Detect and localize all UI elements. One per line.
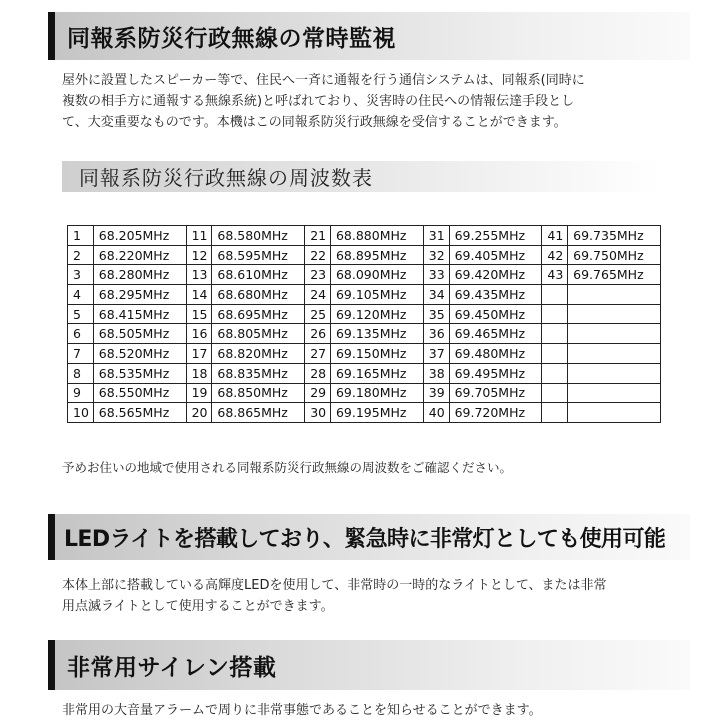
frequency-cell: 69.435MHz	[449, 285, 542, 305]
channel-number-cell: 25	[305, 304, 331, 324]
channel-number-cell	[542, 403, 568, 423]
frequency-cell: 68.520MHz	[93, 344, 186, 364]
channel-number-cell: 21	[305, 226, 331, 246]
description-line: 用点滅ライトとして使用することができます。	[62, 599, 334, 614]
table-row	[68, 245, 661, 265]
frequency-cell: 69.255MHz	[449, 226, 542, 246]
table-row	[68, 363, 661, 383]
channel-number-cell: 36	[423, 324, 449, 344]
section-title-led-light: LEDライトを搭載しており、緊急時に非常灯としても使用可能	[64, 526, 666, 552]
frequency-cell: 68.280MHz	[93, 265, 186, 285]
channel-number-cell: 31	[423, 226, 449, 246]
frequency-table	[67, 225, 661, 423]
table-row	[68, 344, 661, 364]
channel-number-cell: 3	[68, 265, 94, 285]
channel-number-cell: 34	[423, 285, 449, 305]
frequency-cell: 69.405MHz	[449, 245, 542, 265]
channel-number-cell: 30	[305, 403, 331, 423]
table-row	[68, 304, 661, 324]
channel-number-cell: 39	[423, 383, 449, 403]
channel-number-cell: 9	[68, 383, 94, 403]
frequency-cell: 68.595MHz	[212, 245, 305, 265]
frequency-cell: 68.680MHz	[212, 285, 305, 305]
frequency-cell: 68.295MHz	[93, 285, 186, 305]
table-row	[68, 383, 661, 403]
frequency-cell: 68.695MHz	[212, 304, 305, 324]
channel-number-cell: 2	[68, 245, 94, 265]
description-line: 複数の相手方に通報する無線系統)と呼ばれており、災害時の住民への情報伝達手段とし	[62, 94, 575, 109]
channel-number-cell	[542, 324, 568, 344]
table-row	[68, 265, 661, 285]
led-light-description	[62, 575, 702, 617]
description-line: 本体上部に搭載している高輝度LEDを使用して、非常時の一時的なライトとして、または非常	[62, 578, 607, 593]
frequency-cell: 68.220MHz	[93, 245, 186, 265]
frequency-cell: 68.415MHz	[93, 304, 186, 324]
frequency-cell: 68.550MHz	[93, 383, 186, 403]
description-line: 非常用の大音量アラームで周りに非常事態であることを知らせることができます。	[62, 703, 542, 718]
channel-number-cell	[542, 383, 568, 403]
channel-number-cell: 11	[186, 226, 212, 246]
channel-number-cell: 4	[68, 285, 94, 305]
description-line: 屋外に設置したスピーカー等で、住民へ一斉に通報を行う通信システムは、同報系(同時に	[62, 73, 585, 88]
frequency-cell: 69.165MHz	[330, 363, 423, 383]
frequency-cell: 69.480MHz	[449, 344, 542, 364]
frequency-table-header	[62, 161, 660, 192]
channel-number-cell: 28	[305, 363, 331, 383]
channel-number-cell	[542, 304, 568, 324]
frequency-cell: 69.765MHz	[568, 265, 661, 285]
channel-number-cell: 26	[305, 324, 331, 344]
table-row	[68, 403, 661, 423]
channel-number-cell: 18	[186, 363, 212, 383]
frequency-cell	[568, 304, 661, 324]
frequency-cell: 68.820MHz	[212, 344, 305, 364]
channel-number-cell: 15	[186, 304, 212, 324]
channel-number-cell: 38	[423, 363, 449, 383]
frequency-cell: 69.120MHz	[330, 304, 423, 324]
frequency-cell	[568, 383, 661, 403]
frequency-cell	[568, 363, 661, 383]
channel-number-cell: 1	[68, 226, 94, 246]
channel-number-cell: 24	[305, 285, 331, 305]
channel-number-cell: 16	[186, 324, 212, 344]
section-title-monitoring: 同報系防災行政無線の常時監視	[67, 25, 396, 52]
frequency-cell: 68.580MHz	[212, 226, 305, 246]
frequency-cell: 69.180MHz	[330, 383, 423, 403]
frequency-cell: 68.090MHz	[330, 265, 423, 285]
channel-number-cell: 37	[423, 344, 449, 364]
frequency-cell: 68.205MHz	[93, 226, 186, 246]
frequency-cell: 69.450MHz	[449, 304, 542, 324]
section-header-accent-bar	[48, 12, 55, 60]
frequency-cell: 68.895MHz	[330, 245, 423, 265]
section-title-siren: 非常用サイレン搭載	[67, 654, 277, 681]
frequency-cell: 69.495MHz	[449, 363, 542, 383]
section-header-led-light	[48, 514, 690, 560]
frequency-cell: 69.420MHz	[449, 265, 542, 285]
section-header-monitoring	[48, 12, 690, 60]
channel-number-cell: 10	[68, 403, 94, 423]
frequency-cell: 68.535MHz	[93, 363, 186, 383]
table-row	[68, 285, 661, 305]
frequency-cell: 68.835MHz	[212, 363, 305, 383]
frequency-cell	[568, 324, 661, 344]
frequency-cell: 69.720MHz	[449, 403, 542, 423]
monitoring-description	[62, 70, 702, 133]
frequency-cell: 68.805MHz	[212, 324, 305, 344]
frequency-cell: 69.750MHz	[568, 245, 661, 265]
frequency-cell: 68.850MHz	[212, 383, 305, 403]
channel-number-cell: 7	[68, 344, 94, 364]
channel-number-cell	[542, 344, 568, 364]
section-header-siren	[48, 640, 690, 690]
frequency-cell: 69.705MHz	[449, 383, 542, 403]
channel-number-cell: 35	[423, 304, 449, 324]
frequency-cell: 68.880MHz	[330, 226, 423, 246]
channel-number-cell: 14	[186, 285, 212, 305]
frequency-note: 予めお住いの地域で使用される同報系防災行政無線の周波数をご確認ください。	[62, 460, 513, 475]
frequency-table-title: 同報系防災行政無線の周波数表	[79, 166, 373, 190]
channel-number-cell: 23	[305, 265, 331, 285]
section-header-accent-bar	[48, 514, 55, 560]
frequency-cell: 69.135MHz	[330, 324, 423, 344]
channel-number-cell: 27	[305, 344, 331, 364]
table-row	[68, 226, 661, 246]
frequency-cell: 69.465MHz	[449, 324, 542, 344]
channel-number-cell: 43	[542, 265, 568, 285]
table-row	[68, 324, 661, 344]
channel-number-cell: 6	[68, 324, 94, 344]
section-header-accent-bar	[48, 640, 55, 690]
frequency-cell	[568, 285, 661, 305]
frequency-cell: 68.865MHz	[212, 403, 305, 423]
channel-number-cell: 41	[542, 226, 568, 246]
channel-number-cell: 29	[305, 383, 331, 403]
channel-number-cell: 5	[68, 304, 94, 324]
channel-number-cell: 32	[423, 245, 449, 265]
siren-description	[62, 700, 702, 721]
frequency-cell: 69.735MHz	[568, 226, 661, 246]
channel-number-cell: 19	[186, 383, 212, 403]
channel-number-cell	[542, 285, 568, 305]
channel-number-cell	[542, 363, 568, 383]
frequency-cell	[568, 403, 661, 423]
channel-number-cell: 12	[186, 245, 212, 265]
frequency-cell: 68.565MHz	[93, 403, 186, 423]
channel-number-cell: 17	[186, 344, 212, 364]
frequency-cell: 69.195MHz	[330, 403, 423, 423]
frequency-cell: 69.105MHz	[330, 285, 423, 305]
description-line: て、大変重要なものです。本機はこの同報系防災行政無線を受信することができます。	[62, 115, 567, 130]
frequency-cell: 68.610MHz	[212, 265, 305, 285]
channel-number-cell: 13	[186, 265, 212, 285]
channel-number-cell: 8	[68, 363, 94, 383]
channel-number-cell: 20	[186, 403, 212, 423]
channel-number-cell: 22	[305, 245, 331, 265]
frequency-cell: 68.505MHz	[93, 324, 186, 344]
frequency-cell: 69.150MHz	[330, 344, 423, 364]
channel-number-cell: 40	[423, 403, 449, 423]
frequency-cell	[568, 344, 661, 364]
channel-number-cell: 33	[423, 265, 449, 285]
channel-number-cell: 42	[542, 245, 568, 265]
